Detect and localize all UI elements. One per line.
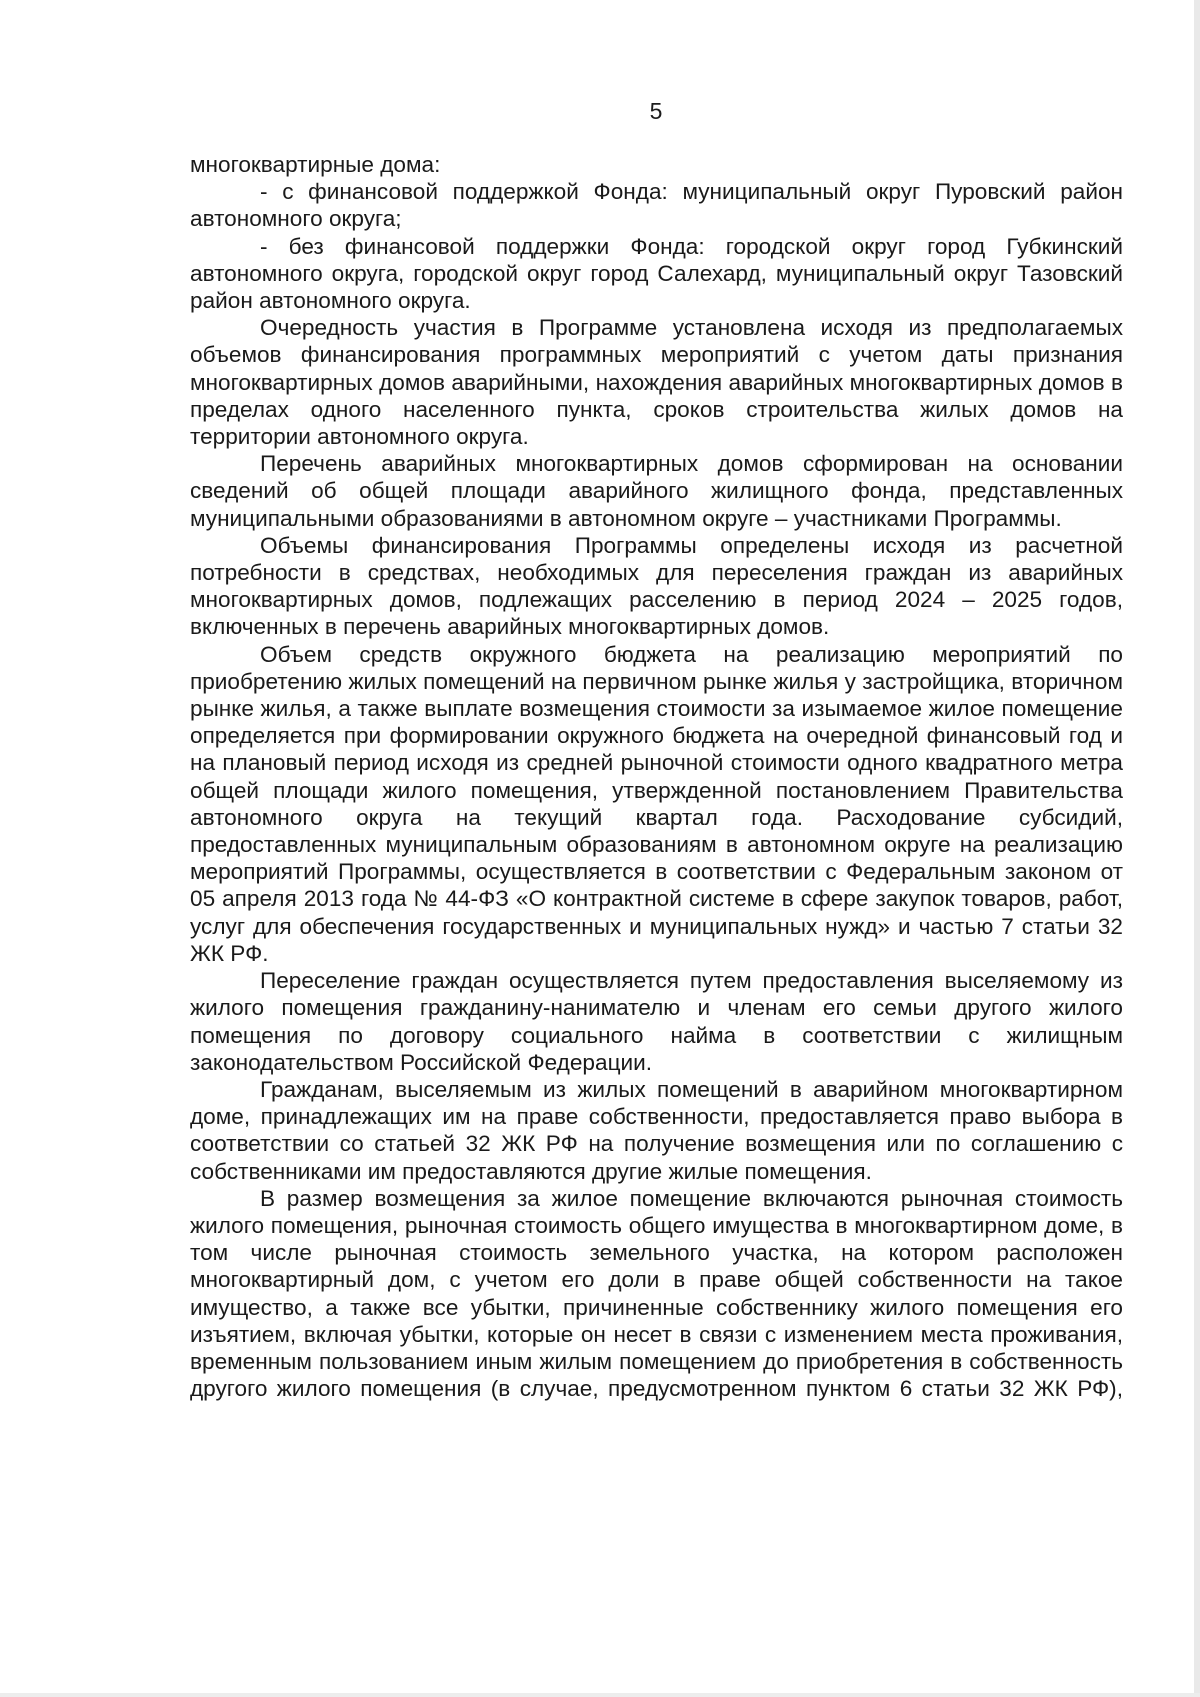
- document-body: [190, 151, 1123, 1402]
- paragraph: Гражданам, выселяемым из жилых помещений в аварийном многоквартирном доме, принадлежащих им на праве собственности, предоставляется право выбора в соответствии со статьей 32 ЖК РФ на получение возмещения или по соглашению с собственниками им предоставляются другие жилые помещения.: [190, 1076, 1123, 1184]
- paragraph: Объем средств окружного бюджета на реализацию мероприятий по приобретению жилых помещений на первичном рынке жилья у застройщика, вторичном рынке жилья, а также выплате возмещения стоимости за изымаемое жилое помещение определяется при формировании окружного бюджета на очередной финансовый год и на плановый период исходя из средней рыночной стоимости одного квадратного метра общей площади жилого помещения, утвержденной постановлением Правительства автономного округа на текущий квартал года. Расходование субсидий, предоставленных муниципальным образованиям в автономном округе на реализацию мероприятий Программы, осуществляется в соответствии с Федеральным законом от 05 апреля 2013 года № 44-ФЗ «О контрактной системе в сфере закупок товаров, работ, услуг для обеспечения государственных и муниципальных нужд» и частью 7 статьи 32 ЖК РФ.: [190, 641, 1123, 966]
- scan-edge: [1194, 0, 1200, 1697]
- paragraph: - с финансовой поддержкой Фонда: муниципальный округ Пуровский район автономного округа;: [190, 179, 1123, 232]
- paragraph: многоквартирные дома:: [190, 152, 441, 177]
- scan-edge: [0, 1693, 1200, 1697]
- paragraph: В размер возмещения за жилое помещение включаются рыночная стоимость жилого помещения, рыночная стоимость общего имущества в многоквартирном доме, в том числе рыночная стоимость земельного участка, на котором расположен многоквартирный дом, с учетом его доли в праве общей собственности на такое имущество, а также все убытки, причиненные собственнику жилого помещения его изъятием, включая убытки, которые он несет в связи с изменением места проживания, временным пользованием иным жилым помещением до приобретения в собственность другого жилого помещения (в случае, предусмотренном пунктом 6 статьи 32 ЖК РФ),: [190, 1185, 1123, 1402]
- paragraph: - без финансовой поддержки Фонда: городской округ город Губкинский автономного округа, городской округ город Салехард, муниципальный округ Тазовский район автономного округа.: [190, 233, 1123, 314]
- paragraph: Очередность участия в Программе установлена исходя из предполагаемых объемов финансирования программных мероприятий с учетом даты признания многоквартирных домов аварийными, нахождения аварийных многоквартирных домов в пределах одного населенного пункта, сроков строительства жилых домов на территории автономного округа.: [190, 315, 1123, 450]
- paragraph: Объемы финансирования Программы определены исходя из расчетной потребности в средствах, необходимых для переселения граждан из аварийных многоквартирных домов, подлежащих расселению в период 2024 – 2025 годов, включенных в перечень аварийных многоквартирных домов.: [190, 532, 1123, 640]
- page-number: 5: [649, 98, 663, 124]
- paragraph: Переселение граждан осуществляется путем предоставления выселяемому из жилого помещения гражданину-нанимателю и членам его семьи другого жилого помещения по договору социального найма в соответствии с жилищным законодательством Российской Федерации.: [190, 968, 1123, 1075]
- paragraph: Перечень аварийных многоквартирных домов сформирован на основании сведений об общей площади аварийного жилищного фонда, представленных муниципальными образованиями в автономном округе – участниками Программы.: [190, 451, 1123, 531]
